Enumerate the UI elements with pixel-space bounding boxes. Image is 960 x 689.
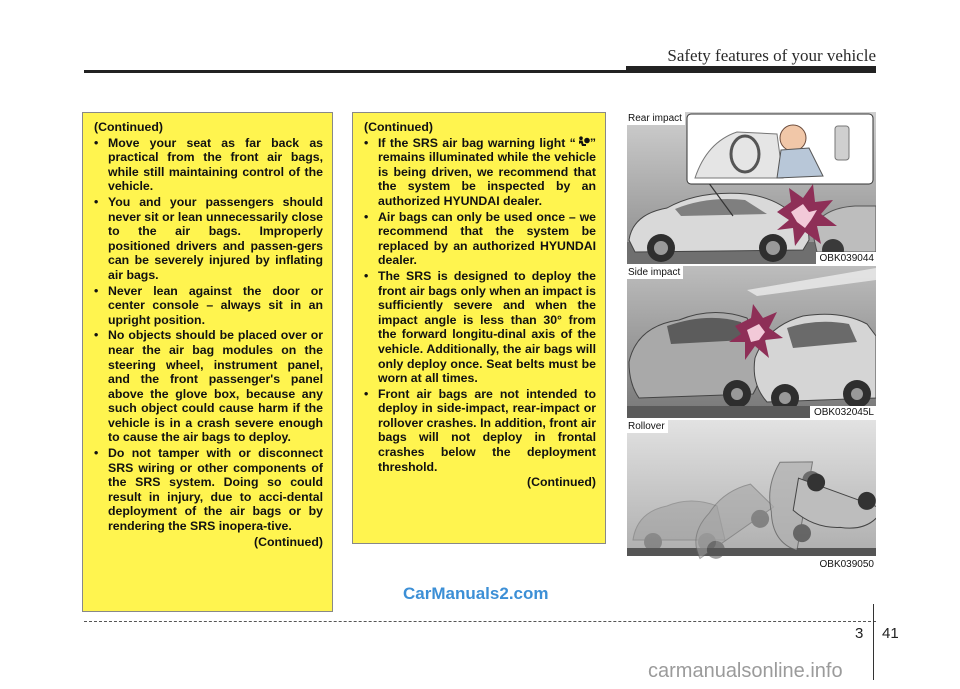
continued-label: (Continued) (254, 534, 323, 549)
warning-list-left (92, 136, 323, 534)
running-header: Safety features of your vehicle (667, 46, 876, 65)
figure-rollover (627, 420, 876, 572)
warning-item: • Never lean against the door or center console – always sit in an upright position. (92, 284, 323, 328)
figure-rear-impact (627, 112, 876, 264)
airbag-warning-icon (576, 136, 590, 148)
page-number-divider (873, 604, 874, 680)
header-rule-accent (626, 66, 876, 72)
warning-item (362, 136, 596, 209)
site-watermark[interactable]: carmanualsonline.info (648, 660, 843, 682)
rollover-illustration (627, 420, 876, 572)
continued-label: (Continued) (94, 120, 163, 134)
figure-code: OBK039050 (816, 558, 877, 570)
side-impact-illustration (627, 266, 876, 418)
warning-item: • The SRS is designed to deploy the front air bags only when an impact is sufficiently severe and when the impact angle is less than 30° from the forward longitu-dinal axis of the vehicle. Additionally, the air bags will only deploy once. Seat belts must be worn at all times. (362, 269, 596, 386)
warning-item: • You and your passengers should never sit or lean unnecessarily close to the air bags. Improperly positioned drivers and passen-gers can be severely injured by inflating air bags. (92, 195, 323, 283)
watermark-link[interactable]: CarManuals2.com (403, 584, 549, 603)
warning-item: • Move your seat as far back as practical from the front air bags, while still maintaining control of the vehicle. (92, 136, 323, 194)
continued-label: (Continued) (527, 475, 596, 490)
warning-item: • Air bags can only be used once – we recommend that the system be replaced by an authorized HYUNDAI dealer. (362, 210, 596, 268)
warning-item-text: ” remains illuminated while the vehicle is being driven, we recommend that the system be inspected by an authorized HYUNDAI dealer. (378, 135, 596, 208)
figure-label: Side impact (627, 266, 683, 279)
rear-impact-illustration (627, 112, 876, 264)
warning-item: • Do not tamper with or disconnect SRS wiring or other components of the SRS system. Doing so could result in injury, due to acci-dental deployment of the air bags or by rendering the SRS inopera-tive. (92, 446, 323, 534)
warning-item: • No objects should be placed over or near the air bag modules on the steering wheel, instrument panel, and the front passenger's panel above the glove box, because any such object could cause harm if the vehicle is in a crash severe enough to cause the air bags to deploy. (92, 328, 323, 445)
figure-code: OBK039044 (816, 252, 877, 264)
warning-box-middle (352, 112, 606, 544)
warning-item: • Front air bags are not intended to deploy in side-impact, rear-impact or rollover crashes. In addition, front air bags will not deploy in frontal crashes below the deployment threshold. (362, 387, 596, 475)
figure-code: OBK032045L (810, 406, 876, 418)
section-number: 3 (855, 625, 864, 642)
page-number: 41 (882, 625, 899, 642)
figure-label: Rollover (627, 420, 668, 433)
warning-list-middle (362, 136, 596, 475)
warning-item-text: If the SRS air bag warning light “ (378, 135, 576, 150)
figure-label: Rear impact (627, 112, 685, 125)
figure-side-impact (627, 266, 876, 418)
warning-box-left (82, 112, 333, 612)
continued-label: (Continued) (364, 120, 433, 134)
footer-rule (84, 621, 876, 622)
